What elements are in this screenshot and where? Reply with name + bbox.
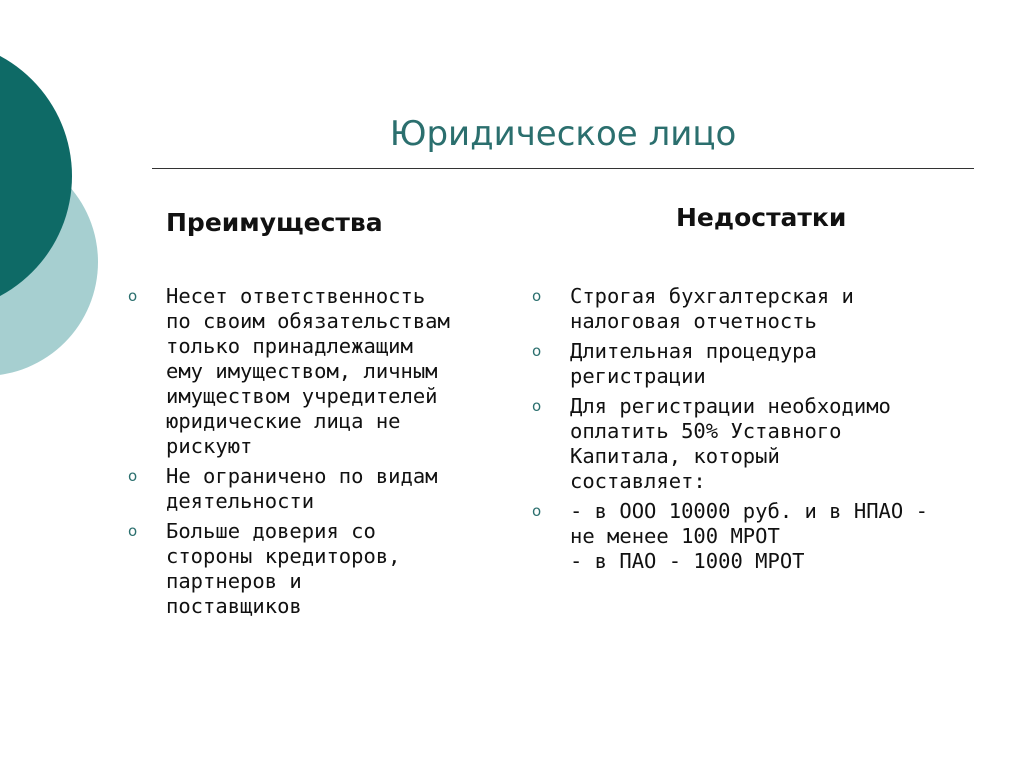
- advantages-heading: Преимущества: [166, 208, 383, 237]
- bullet-circle-icon: o: [128, 522, 138, 540]
- list-item: [532, 499, 1002, 574]
- list-item-text: - в ООО 10000 руб. и в НПАО - не менее 100 МРОТ - в ПАО - 1000 МРОТ: [570, 499, 928, 573]
- list-item: [128, 464, 518, 514]
- list-item: [532, 394, 1002, 494]
- bullet-circle-icon: o: [532, 397, 542, 415]
- list-item-text: Больше доверия со стороны кредиторов, партнеров и поставщиков: [166, 519, 401, 618]
- disadvantages-list: [532, 284, 1002, 579]
- bullet-circle-icon: o: [128, 467, 138, 485]
- list-item-text: Строгая бухгалтерская и налоговая отчетность: [570, 284, 854, 333]
- bullet-circle-icon: o: [532, 287, 542, 305]
- advantages-list: [128, 284, 518, 624]
- list-item: [532, 339, 1002, 389]
- list-item: [128, 519, 518, 619]
- list-item-text: Не ограничено по видам деятельности: [166, 464, 438, 513]
- list-item-text: Несет ответственность по своим обязательствам только принадлежащим ему имуществом, личным имуществом учредителей юридические лица не рискуют: [166, 284, 450, 458]
- list-item-text: Длительная процедура регистрации: [570, 339, 817, 388]
- disadvantages-heading: Недостатки: [676, 203, 847, 232]
- list-item-text: Для регистрации необходимо оплатить 50% Уставного Капитала, который составляет:: [570, 394, 891, 493]
- bullet-circle-icon: o: [532, 342, 542, 360]
- list-item: [532, 284, 1002, 334]
- slide-title: Юридическое лицо: [389, 114, 737, 154]
- title-divider: [152, 168, 974, 169]
- bullet-circle-icon: o: [532, 502, 542, 520]
- list-item: [128, 284, 518, 459]
- bullet-circle-icon: o: [128, 287, 138, 305]
